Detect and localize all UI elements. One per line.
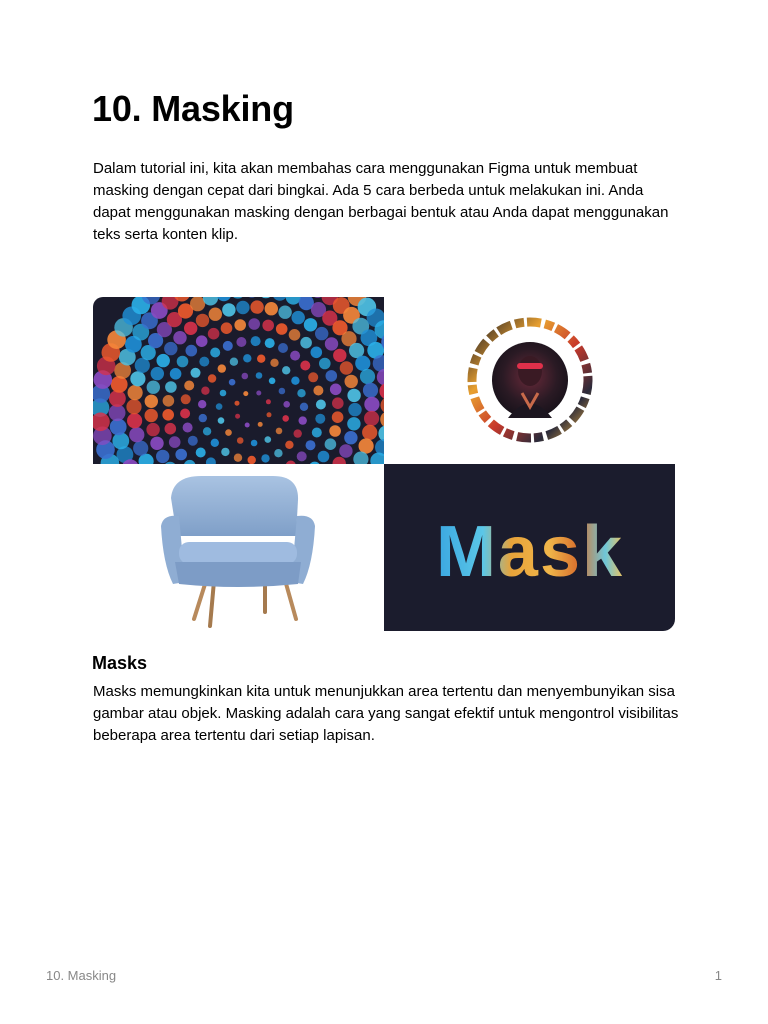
armchair-image <box>93 464 384 631</box>
masking-examples-figure <box>93 297 675 631</box>
footer-section-label: 10. Masking <box>46 968 117 983</box>
mask-word: Mask <box>435 512 625 592</box>
intro-paragraph: Dalam tutorial ini, kita akan membahas cara menggunakan Figma untuk membuat masking dengan cepat dari bingkai. Ada 5 cara berbeda untuk melakukan ini. Anda dapat menggunakan masking dengan berbagai bentuk atau Anda dapat menggunakan teks serta konten klip. <box>93 160 669 243</box>
circular-portrait-mask-image <box>384 297 675 464</box>
text-mask-image <box>384 464 675 631</box>
footer-page-number: 1 <box>714 968 722 983</box>
masks-paragraph: Masks memungkinkan kita untuk menunjukkan area tertentu dan menyembunyikan sisa gambar atau objek. Masking adalah cara yang sangat efektif untuk mengontrol visibilitas beberapa area tertentu dari setiap lapisan. <box>93 683 679 744</box>
page-title: 10. Masking <box>92 88 294 129</box>
dotted-burst-image <box>93 297 384 464</box>
masks-heading: Masks <box>92 653 148 673</box>
